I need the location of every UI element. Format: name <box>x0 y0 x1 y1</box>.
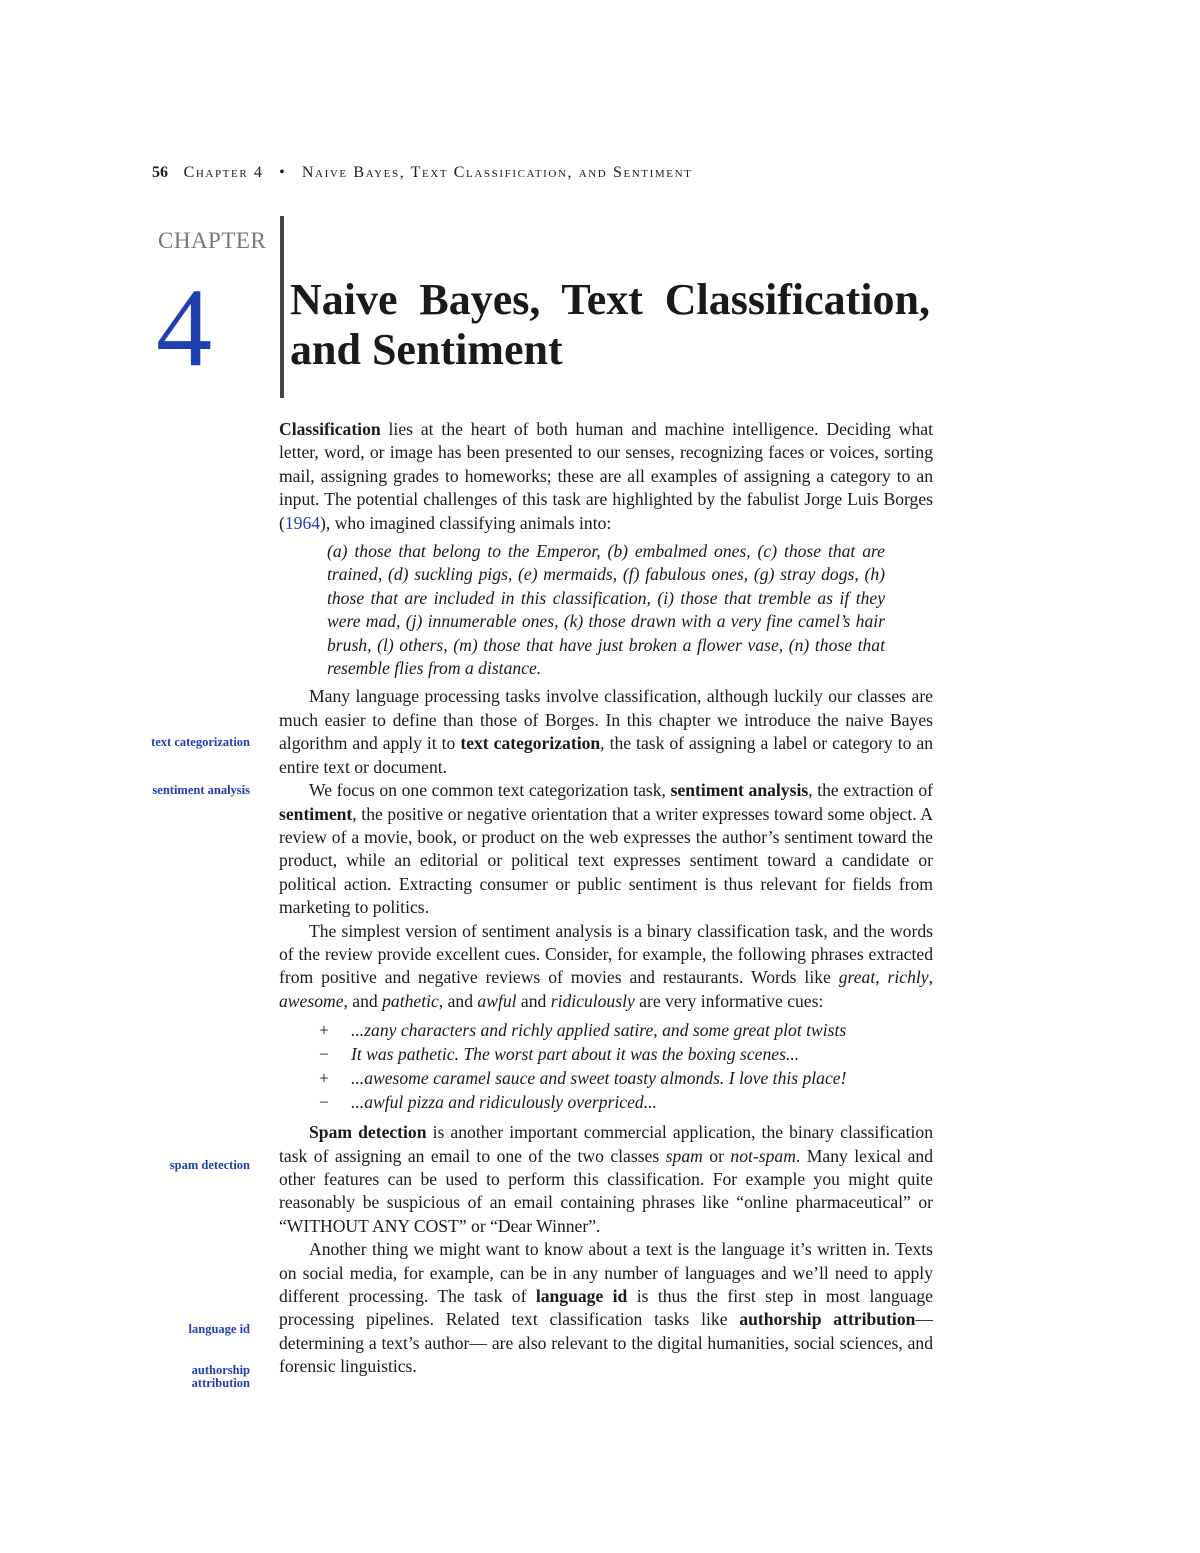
polarity-mark: + <box>319 1068 329 1089</box>
paragraph-text: is thus the first step in most language processing pipelines. Related text classification tasks like <box>279 1286 933 1330</box>
term-sentiment: sentiment <box>279 803 353 824</box>
borges-quote: (a) those that belong to the Emperor, (b) embalmed ones, (c) those that are trained, (d) suckling pigs, (e) mermaids, (f) fabulous ones, (g) stray dogs, (h) those that are included in this classification, (i) those that tremble as if they were mad, (j) innumerable ones, (k) those drawn with a very fine camel’s hair brush, (l) others, (m) those that have just broken a flower vase, (n) those that resemble flies from a distance. <box>327 541 885 679</box>
chapter-number: 4 <box>156 266 212 390</box>
paragraph-text: is another important commercial application, the binary classification task of assigning an email to one of the two classes <box>279 1122 933 1166</box>
punct: , and <box>438 990 478 1011</box>
punct: or <box>702 1145 731 1166</box>
paragraph-text: Another thing we might want to know about a text is the language it’s written in. Texts on social media, for example, can be in any number of languages and we’ll need to apply different processing. The task of <box>279 1239 933 1306</box>
chapter-divider <box>280 216 284 398</box>
chapter-label: CHAPTER <box>158 228 267 253</box>
polarity-mark: − <box>319 1044 329 1065</box>
list-item <box>279 1043 933 1067</box>
margin-note-text-categorization: text categorization <box>151 735 250 749</box>
paragraph-sentiment <box>279 779 933 919</box>
paragraph-text: , the task of assigning a label or category to an entire text or document. <box>279 733 933 777</box>
list-item <box>279 1019 933 1043</box>
paragraph-text: . Many lexical and other features can be used to perform this classification. For example you might quite reasonably be suspicious of an email containing phrases like “online pharmaceutical” or “WITHOUT ANY COST” or “Dear Winner”. <box>279 1145 934 1236</box>
margin-note-sentiment-analysis: sentiment analysis <box>152 783 250 797</box>
punct: , <box>928 967 933 988</box>
running-header-chapter: Chapter 4 <box>183 164 264 181</box>
running-header <box>152 164 692 182</box>
polarity-mark: − <box>319 1092 329 1113</box>
cue-word: pathetic <box>382 990 439 1011</box>
paragraph-text: ), who imagined classifying animals into: <box>320 512 612 533</box>
paragraph-text: , the positive or negative orientation that a writer expresses toward some object. A review of a movie, book, or product on the web expresses the author’s sentiment toward the product, while an editorial or political text expresses sentiment toward a candidate or political action. Extracting consumer or public sentiment is thus relevant for fields from marketing to politics. <box>279 803 933 918</box>
citation-link-1964[interactable]: 1964 <box>284 512 321 533</box>
review-examples <box>279 1019 933 1115</box>
margin-note-language-id: language id <box>188 1322 250 1336</box>
page-number: 56 <box>152 164 168 181</box>
paragraph-language-id <box>279 1238 933 1378</box>
paragraph-text: lies at the heart of both human and machine intelligence. Deciding what letter, word, or image has been presented to our senses, recognizing faces or voices, sorting mail, assigning grades to homeworks; these are all examples of assigning a category to an input. The potential challenges of this task are highlighted by the fabulist Jorge Luis Borges ( <box>279 419 933 533</box>
margin-note-authorship-attribution: authorship attribution <box>191 1363 250 1390</box>
paragraph-text: are very informative cues: <box>634 990 824 1011</box>
paragraph-text: We focus on one common text categorization task, <box>309 780 671 801</box>
body-text <box>279 418 933 1379</box>
cue-word: great <box>838 967 876 988</box>
chapter-title: Naive Bayes, Text Classification, and Sentiment <box>290 275 930 374</box>
cue-word: awful <box>477 990 517 1011</box>
example-text: It was pathetic. The worst part about it was the boxing scenes... <box>351 1044 800 1065</box>
paragraph-text: — determining a text’s author— are also relevant to the digital humanities, social sciences, and forensic linguistics. <box>279 1309 933 1377</box>
paragraph-text: , the extraction of <box>808 780 934 801</box>
paragraph-binary-sentiment <box>279 920 933 1014</box>
punct: , <box>875 967 888 988</box>
example-text: ...awesome caramel sauce and sweet toasty almonds. I love this place! <box>351 1068 847 1089</box>
cue-word: ridiculously <box>550 990 635 1011</box>
list-item <box>279 1091 933 1115</box>
paragraph-text-categorization <box>279 685 933 779</box>
cue-word: awesome <box>279 990 344 1011</box>
running-header-title: Naive Bayes, Text Classification, and Sentiment <box>301 164 693 181</box>
margin-note-spam-detection: spam detection <box>169 1158 250 1172</box>
term-language-id: language id <box>535 1286 628 1306</box>
term-spam-detection: Spam detection <box>309 1122 427 1143</box>
term-sentiment-analysis: sentiment analysis <box>670 780 809 801</box>
paragraph-text: Many language processing tasks involve classification, although luckily our classes are much easier to define than those of Borges. In this chapter we introduce the naive Bayes algorithm and apply it to <box>279 686 933 754</box>
example-text: ...awful pizza and ridiculously overpriced... <box>351 1092 657 1113</box>
term-authorship-attribution: authorship attribution <box>739 1309 916 1330</box>
term-text-categorization: text categorization <box>460 733 601 754</box>
list-item <box>279 1067 933 1091</box>
cue-word: richly <box>887 967 929 988</box>
example-text: ...zany characters and richly applied satire, and some great plot twists <box>351 1020 847 1041</box>
term-classification: Classification <box>279 419 381 439</box>
running-header-separator: • <box>279 164 287 181</box>
polarity-mark: + <box>319 1020 329 1041</box>
paragraph-classification <box>279 418 933 535</box>
class-name: not-spam <box>730 1145 796 1166</box>
paragraph-text: The simplest version of sentiment analysis is a binary classification task, and the words of the review provide excellent cues. Consider, for example, the following phrases extracted from positive and negative reviews of movies and restaurants. Words like <box>279 920 933 988</box>
class-name: spam <box>665 1145 703 1166</box>
punct: , and <box>343 990 383 1011</box>
paragraph-spam-detection <box>279 1121 933 1238</box>
punct: and <box>516 990 551 1011</box>
